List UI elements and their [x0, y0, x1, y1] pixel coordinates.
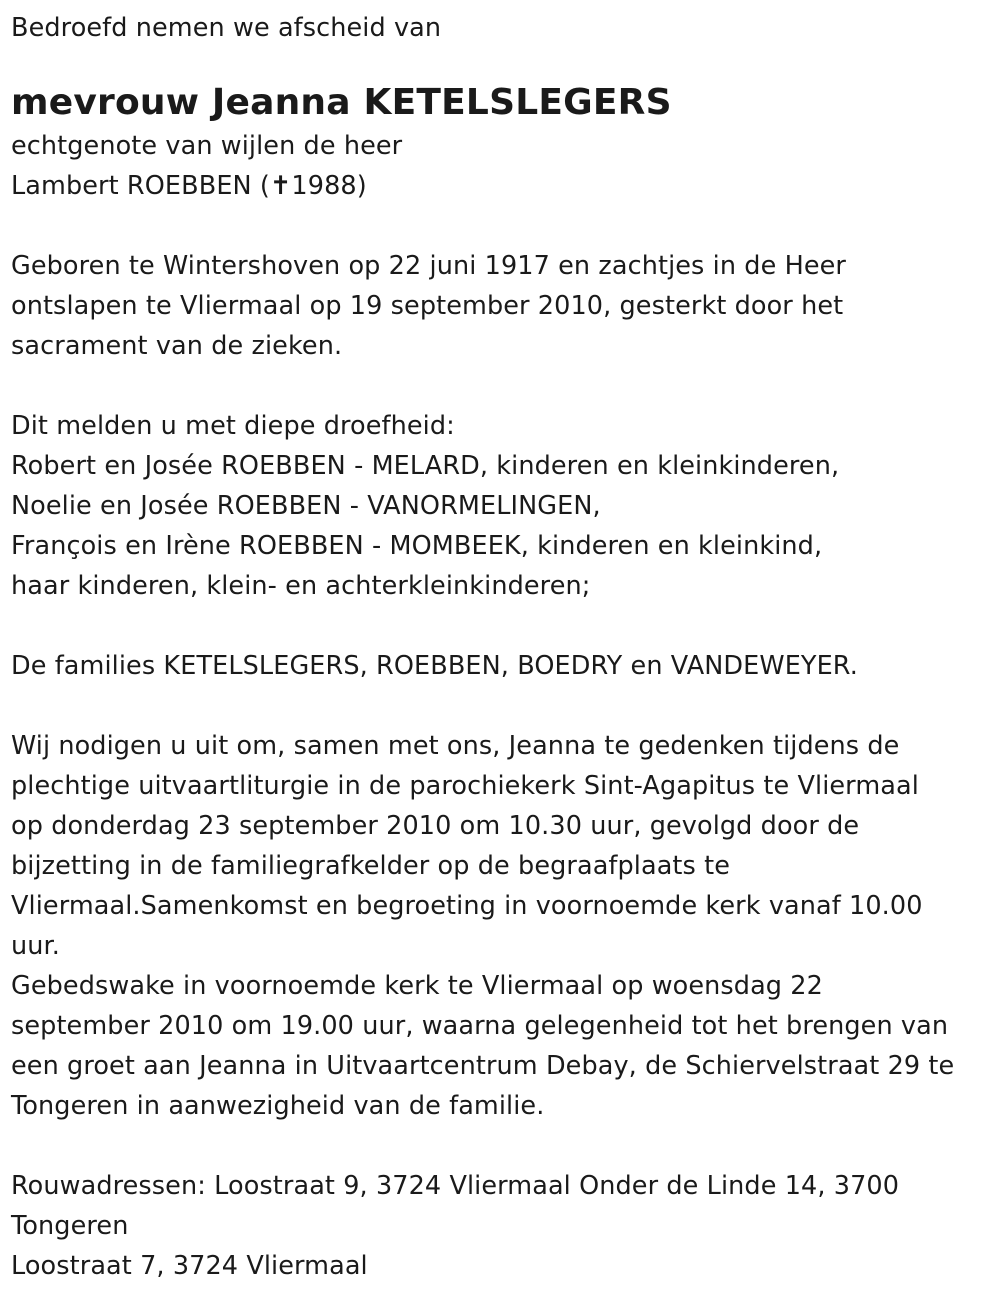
invitation-line: een groet aan Jeanna in Uitvaartcentrum Debay, de Schiervelstraat 29 te — [11, 1051, 955, 1081]
death-notice — [11, 8, 991, 1286]
spouse-line: echtgenote van wijlen de heer — [11, 131, 403, 161]
spacer — [11, 1126, 991, 1166]
spacer — [11, 206, 991, 246]
invitation-line: Wij nodigen u uit om, samen met ons, Jeanna te gedenken tijdens de — [11, 731, 900, 761]
address-line: Loostraat 7, 3724 Vliermaal — [11, 1251, 368, 1281]
invitation-line: plechtige uitvaartliturgie in de parochiekerk Sint-Agapitus te Vliermaal — [11, 771, 919, 801]
address-line: Rouwadressen: Loostraat 9, 3724 Vliermaal Onder de Linde 14, 3700 — [11, 1171, 900, 1201]
spacer — [11, 366, 991, 406]
intro-text: Bedroefd nemen we afscheid van — [11, 13, 442, 43]
deceased-name: mevrouw Jeanna KETELSLEGERS — [11, 82, 672, 123]
invitation-line: uur. — [11, 931, 60, 961]
spacer — [11, 686, 991, 726]
birth-death-line: Geboren te Wintershoven op 22 juni 1917 en zachtjes in de Heer — [11, 251, 846, 281]
family-line: haar kinderen, klein- en achterkleinkinderen; — [11, 571, 591, 601]
invitation-line: september 2010 om 19.00 uur, waarna gelegenheid tot het brengen van — [11, 1011, 949, 1041]
family-line: Robert en Josée ROEBBEN - MELARD, kinderen en kleinkinderen, — [11, 451, 840, 481]
invitation-line: Gebedswake in voornoemde kerk te Vliermaal op woensdag 22 — [11, 971, 823, 1001]
birth-death-line: sacrament van de zieken. — [11, 331, 343, 361]
invitation-line: op donderdag 23 september 2010 om 10.30 uur, gevolgd door de — [11, 811, 860, 841]
invitation-line: Tongeren in aanwezigheid van de familie. — [11, 1091, 545, 1121]
invitation-line: Vliermaal.Samenkomst en begroeting in voornoemde kerk vanaf 10.00 — [11, 891, 923, 921]
invitation-line: bijzetting in de familiegrafkelder op de begraafplaats te — [11, 851, 731, 881]
family-intro: Dit melden u met diepe droefheid: — [11, 411, 455, 441]
spouse-line: Lambert ROEBBEN (✝1988) — [11, 171, 367, 201]
spacer — [11, 606, 991, 646]
family-line: François en Irène ROEBBEN - MOMBEEK, kinderen en kleinkind, — [11, 531, 823, 561]
family-line: Noelie en Josée ROEBBEN - VANORMELINGEN, — [11, 491, 601, 521]
birth-death-line: ontslapen te Vliermaal op 19 september 2010, gesterkt door het — [11, 291, 844, 321]
families-line: De families KETELSLEGERS, ROEBBEN, BOEDRY en VANDEWEYER. — [11, 651, 858, 681]
address-line: Tongeren — [11, 1211, 129, 1241]
